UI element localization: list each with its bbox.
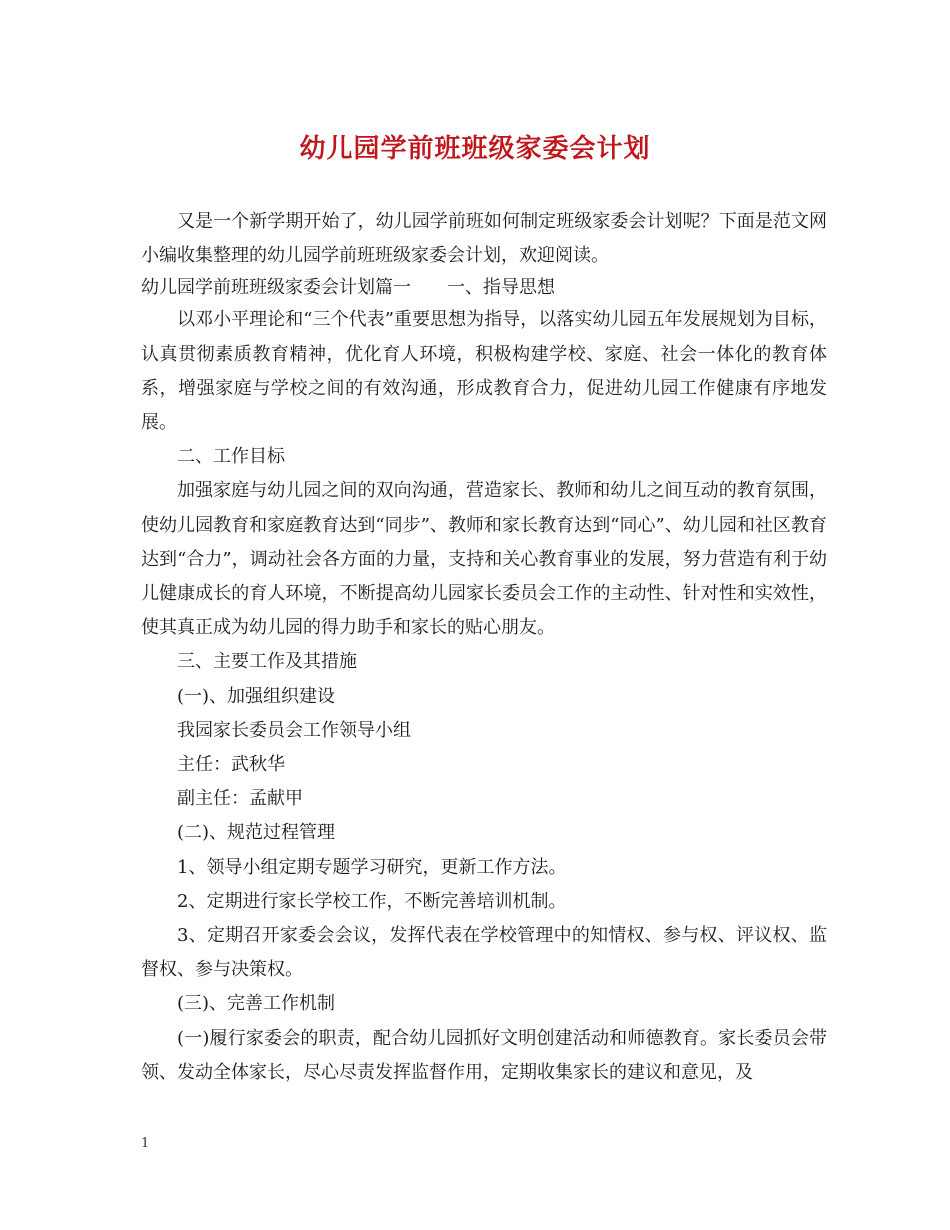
- heading-work-mechanism: (三)、完善工作机制: [177, 993, 336, 1015]
- paragraph-leadership-group: 我园家长委员会工作领导小组: [177, 719, 411, 741]
- heading-guiding-thought: 一、指导思想: [447, 277, 555, 299]
- page-number: 1: [141, 1136, 150, 1151]
- paragraph-deputy-director: 副主任：孟献甲: [177, 788, 303, 810]
- list-item-2: 2、定期进行家长学校工作，不断完善培训机制。: [177, 890, 567, 912]
- paragraph-work-goals: 加强家庭与幼儿园之间的双向沟通，营造家长、教师和幼儿之间互动的教育氛围，使幼儿园教育和家庭教育达到“同步”、教师和家长教育达到“同心”、幼儿园和社区教育达到“合力”，调动社会各方面的力量，支持和关心教育事业的发展，努力营造有利于幼儿健康成长的育人环境，不断提高幼儿园家长委员会工作的主动性、针对性和实效性，使其真正成为幼儿园的得力助手和家长的贴心朋友。: [141, 480, 827, 639]
- article-part-label: 幼儿园学前班班级家委会计划篇一: [141, 277, 411, 299]
- heading-main-work: 三、主要工作及其措施: [177, 651, 357, 673]
- list-item-3: 3、定期召开家委会会议，发挥代表在学校管理中的知情权、参与权、评议权、监督权、参与决策权。: [141, 925, 827, 981]
- intro-paragraph: 又是一个新学期开始了，幼儿园学前班如何制定班级家委会计划呢？下面是范文网小编收集整理的幼儿园学前班班级家委会计划，欢迎阅读。: [141, 211, 827, 267]
- paragraph-guiding-thought: 以邓小平理论和“三个代表”重要思想为指导，以落实幼儿园五年发展规划为目标，认真贯彻素质教育精神，优化育人环境，积极构建学校、家庭、社会一体化的教育体系，增强家庭与学校之间的有效沟通，形成教育合力，促进幼儿园工作健康有序地发展。: [141, 309, 827, 434]
- document-body: [141, 205, 827, 1090]
- heading-organization: (一)、加强组织建设: [177, 685, 336, 707]
- heading-work-goals: 二、工作目标: [177, 446, 285, 468]
- section-heading-line: [141, 273, 827, 303]
- heading-process-management: (二)、规范过程管理: [177, 822, 336, 844]
- list-item-1: 1、领导小组定期专题学习研究，更新工作方法。: [177, 856, 567, 878]
- document-title: 幼儿园学前班班级家委会计划: [299, 134, 651, 164]
- paragraph-committee-duties: (一)履行家委会的职责，配合幼儿园抓好文明创建活动和师德教育。家长委员会带领、发动全体家长，尽心尽责发挥监督作用，定期收集家长的建议和意见，及: [141, 1027, 827, 1083]
- paragraph-director: 主任：武秋华: [177, 754, 285, 776]
